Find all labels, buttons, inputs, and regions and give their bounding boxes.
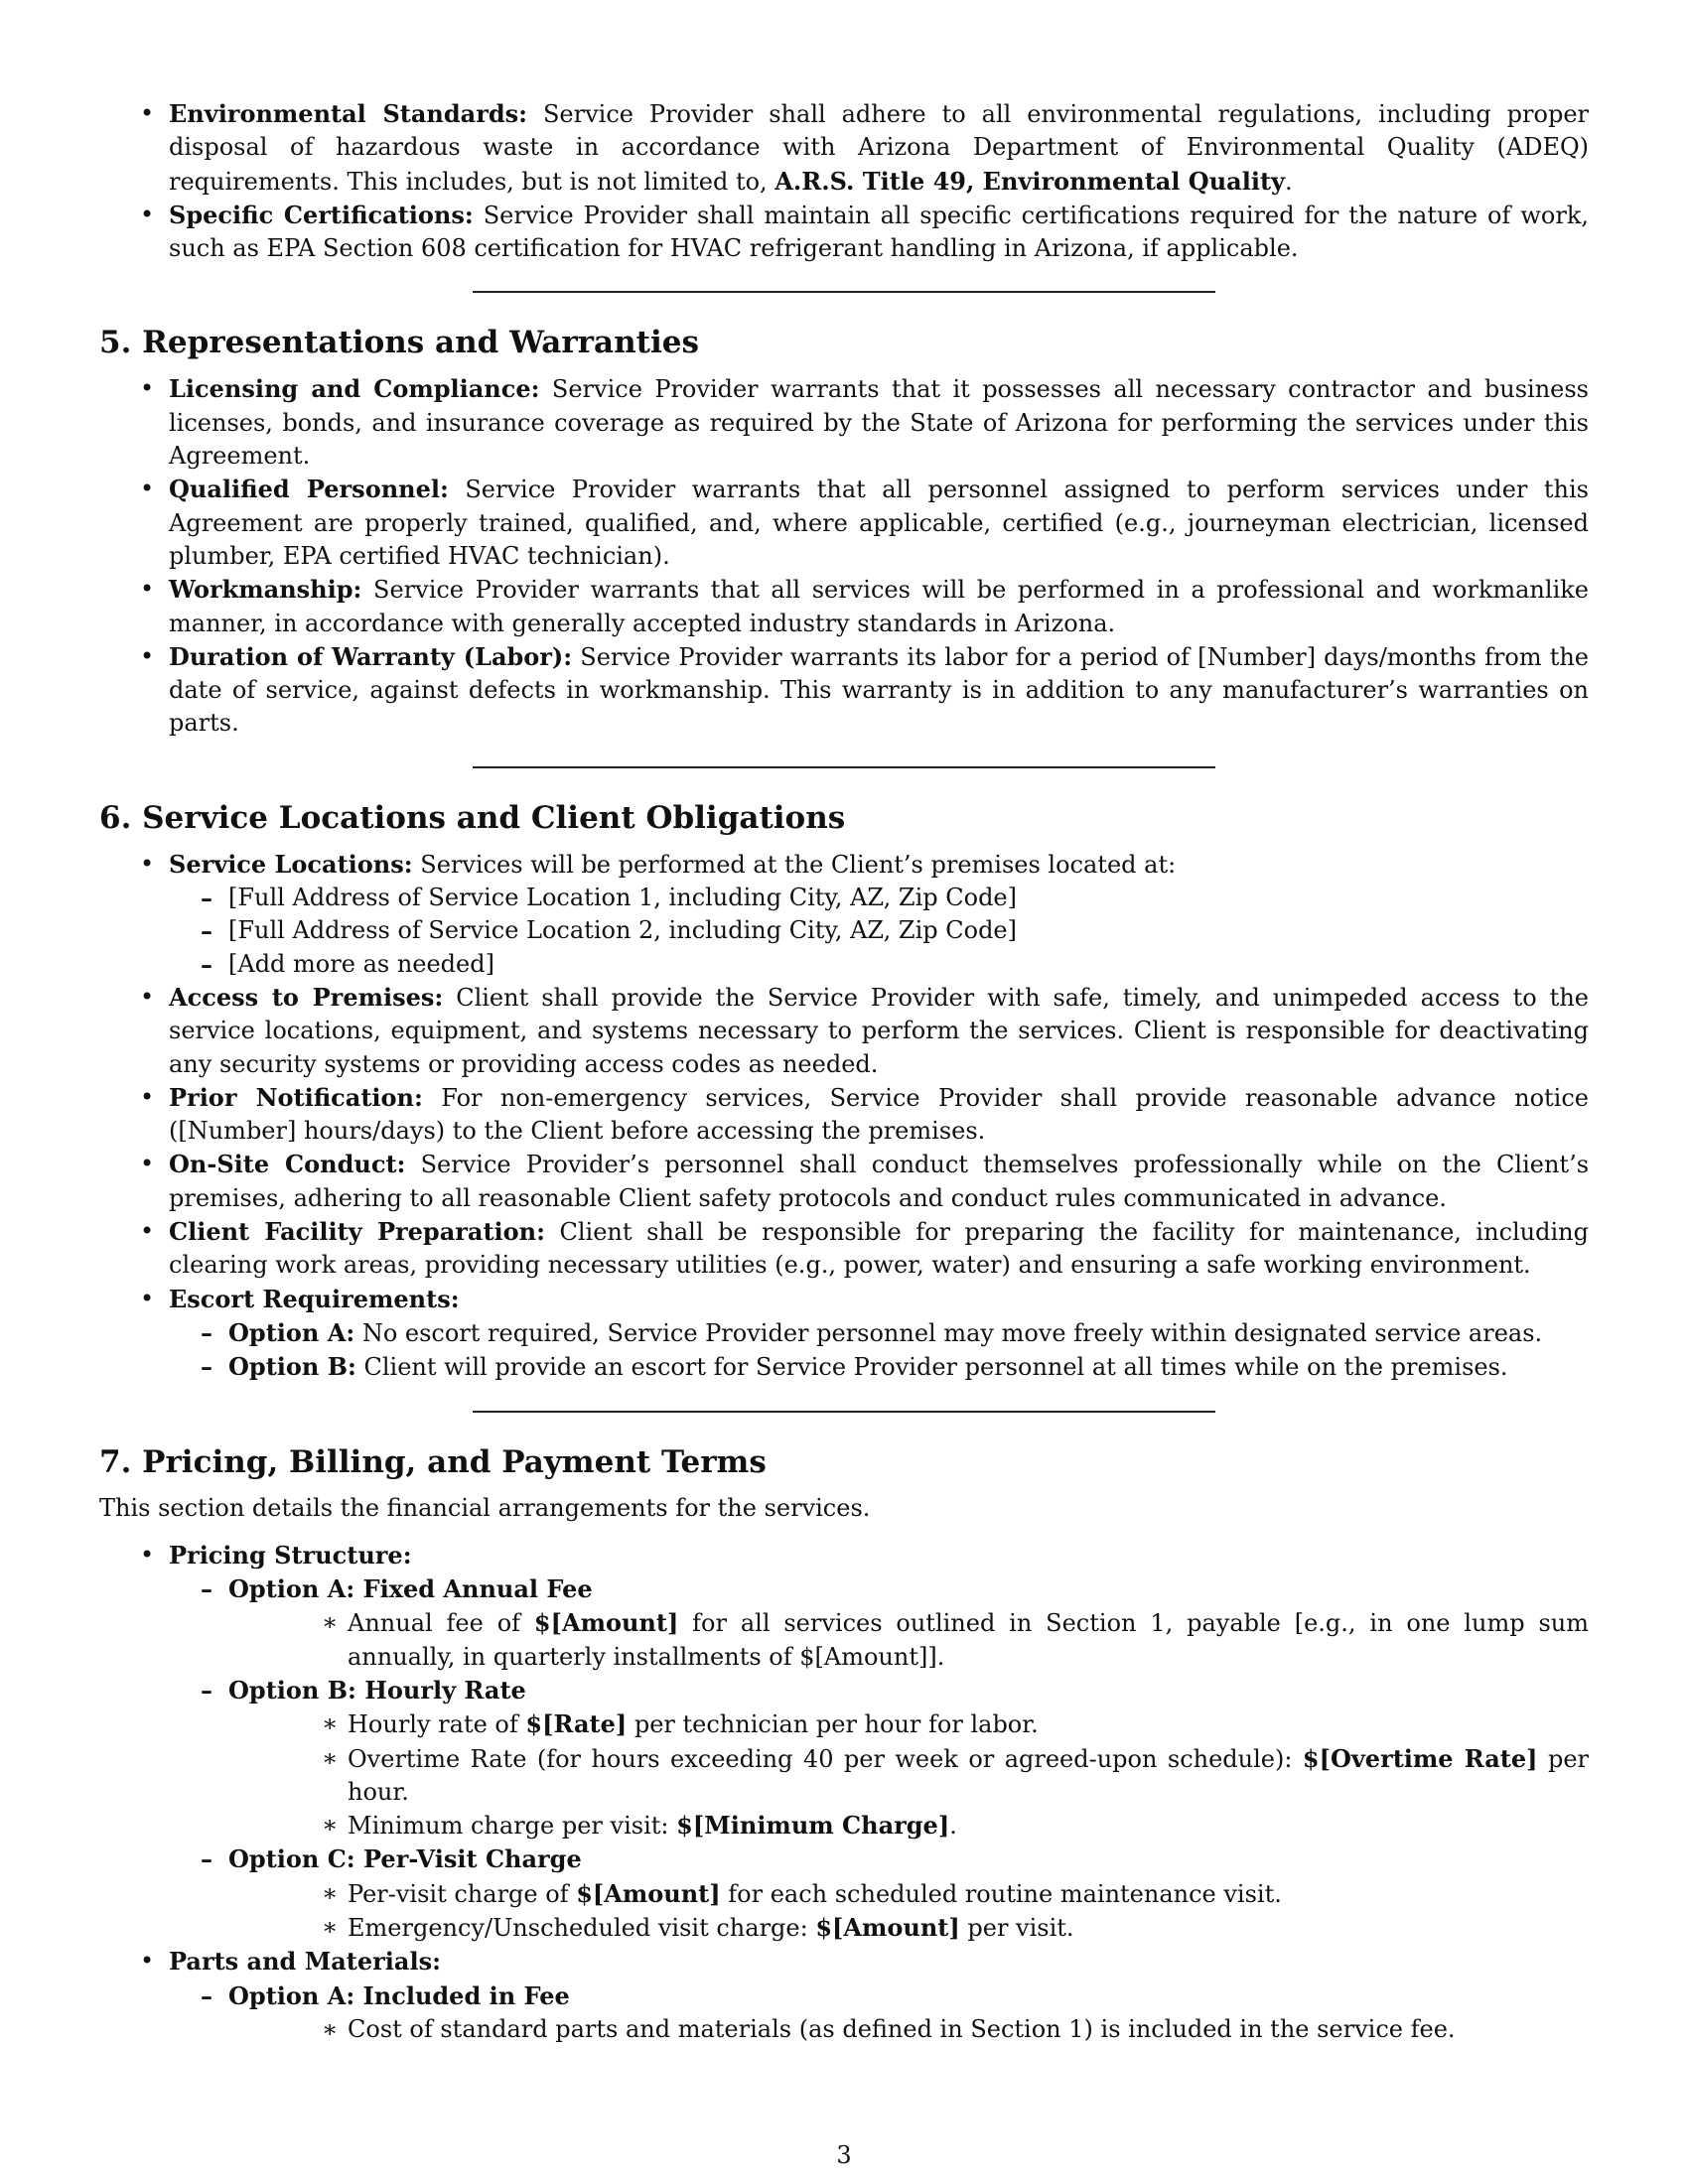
item-text: Service Provider shall adhere to all environmental regulations, including proper disposal of hazardous waste in accordance with Arizona Department of Environmental Quality (ADEQ) requirements. This includes, but is not limited to, [169,100,1589,196]
item-text: Services will be performed at the Client’s premises located at: [412,850,1177,879]
list-item [99,1945,1589,2046]
option-text: No escort required, Service Provider personnel may move freely within designated service areas. [354,1318,1543,1347]
option-label: Option A: [228,1317,355,1347]
section6-list [99,848,1589,1385]
list-item [99,97,1589,199]
section-divider [473,1411,1215,1413]
detail-item [169,1707,1589,1741]
detail-text: for each scheduled routine maintenance visit. [720,1879,1282,1908]
item-label: Escort Requirements: [169,1284,460,1313]
item-text: . [1284,167,1293,196]
section7-intro: This section details the financial arrangements for the services. [99,1493,871,1522]
detail-text: Emergency/Unscheduled visit charge: [348,1914,816,1943]
sublist-item: – [Full Address of Service Location 2, including City, AZ, Zip Code] [99,914,1589,947]
section-divider [473,766,1215,768]
list-item [99,1539,1589,1946]
item-label: Client Facility Preparation: [169,1217,545,1247]
list-item [99,199,1589,266]
item-label: Workmanship: [169,575,362,605]
option-label: Option A: Included in Fee [228,1980,570,2010]
detail-item [169,1911,1589,1945]
sublist-item [99,1674,1589,1843]
item-label: Access to Premises: [169,982,444,1012]
item-label: Service Locations: [169,849,413,879]
detail-text: per hour. [348,1744,1589,1806]
section7-heading: 7. Pricing, Billing, and Payment Terms [99,1443,767,1480]
option-b-details [169,1707,1589,1843]
list-item [99,848,1589,981]
list-item [99,1081,1589,1149]
option-a-details [169,1606,1589,1674]
item-label: Pricing Structure: [169,1540,412,1570]
detail-bold: $[Overtime Rate] [1302,1743,1538,1773]
detail-text: per visit. [959,1914,1074,1943]
item-text: For non-emergency services, Service Provider shall provide reasonable advance notice ([Number] hours/days) to the Client before accessing the premises. [169,1083,1589,1146]
item-label: Prior Notification: [169,1082,423,1112]
parts-options-sublist [99,1979,1589,2047]
detail-bold: $[Amount] [533,1608,679,1638]
item-label: Licensing and Compliance: [169,374,540,404]
option-label: Option B: [228,1352,356,1382]
option-label: Option B: Hourly Rate [228,1675,526,1705]
list-item [99,1215,1589,1283]
sublist-item [99,1572,1589,1674]
list-item [99,473,1589,573]
section-divider [473,291,1215,293]
item-text: Client shall provide the Service Provider with safe, timely, and unimpeded access to the service locations, equipment, and systems necessary to perform the services. Client is responsible for deactivating any security systems or providing access codes as needed. [169,983,1589,1078]
parts-option-a-details [169,2013,1589,2046]
escort-options-sublist [99,1316,1589,1385]
item-label: Qualified Personnel: [169,475,449,504]
item-text: Service Provider warrants that all personnel assigned to perform services under this Agreement are properly trained, qualified, and, where applicable, certified (e.g., journeyman electrician, licensed plumber, EPA certified HVAC technician). [169,476,1590,570]
sublist-item [99,1843,1589,1945]
detail-bold: $[Minimum Charge] [676,1811,950,1841]
detail-bold: $[Amount] [576,1878,721,1908]
detail-text: Hourly rate of [348,1710,526,1739]
detail-text: Per-visit charge of [348,1879,577,1908]
detail-item [169,1877,1589,1911]
item-label: On-Site Conduct: [169,1150,406,1179]
item-text: Client shall be responsible for preparing the facility for maintenance, including clearing work areas, providing necessary utilities (e.g., power, water) and ensuring a safe working environment. [169,1218,1590,1280]
item-text: Service Provider warrants that it possesses all necessary contractor and business licenses, bonds, and insurance coverage as required by the State of Arizona for performing the services under this Agreement. [169,375,1589,471]
list-item [99,573,1589,640]
detail-item [169,1742,1589,1810]
section5-heading: 5. Representations and Warranties [99,325,699,361]
item-label: Specific Certifications: [169,200,474,229]
list-item [99,372,1589,473]
service-locations-sublist [99,882,1589,981]
item-text: Service Provider warrants its labor for a period of [Number] days/months from the date of service, against defects in workmanship. This warranty is in addition to any manufacturer’s warranties on parts. [169,642,1589,738]
detail-text: Minimum charge per visit: [348,1812,677,1841]
option-text: Client will provide an escort for Service Provider personnel at all times while on the premises. [355,1353,1508,1382]
sublist-item: – [Full Address of Service Location 1, including City, AZ, Zip Code] [99,882,1589,914]
sublist-item [99,1979,1589,2047]
section4-list [99,97,1589,265]
detail-text: per technician per hour for labor. [627,1710,1039,1739]
sublist-item: – [Add more as needed] [99,948,1589,981]
section5-list [99,372,1589,740]
detail-text: for all services outlined in Section 1, payable [e.g., in one lump sum annually, in quarterly installments of $[Amount]]. [348,1609,1589,1671]
item-label: Parts and Materials: [169,1947,441,1977]
page-number: 3 [836,2141,852,2169]
item-bold-text: A.R.S. Title 49, Environmental Quality [774,166,1285,196]
list-item [99,1148,1589,1215]
detail-text: Overtime Rate (for hours exceeding 40 per week or agreed-upon schedule): [348,1744,1303,1773]
item-label: Environmental Standards: [169,99,528,128]
detail-item: ∗ Cost of standard parts and materials (as defined in Section 1) is included in the service fee. [169,2013,1589,2046]
list-item [99,1283,1589,1385]
detail-bold: $[Amount] [815,1913,960,1943]
detail-text: . [949,1812,957,1841]
sublist-item [99,1350,1589,1384]
section6-heading: 6. Service Locations and Client Obligations [99,799,846,836]
list-item [99,640,1589,741]
document-page [99,97,1589,2046]
detail-item [169,1809,1589,1843]
option-c-details [169,1877,1589,1946]
sublist-item [99,1316,1589,1350]
item-label: Duration of Warranty (Labor): [169,641,573,671]
detail-text: Annual fee of [348,1609,534,1638]
section7-list [99,1539,1589,2046]
pricing-options-sublist [99,1572,1589,1945]
detail-item [169,1606,1589,1674]
list-item [99,981,1589,1081]
detail-bold: $[Rate] [525,1709,628,1739]
item-text: Service Provider’s personnel shall conduct themselves professionally while on the Client’s premises, adhering to all reasonable Client safety protocols and conduct rules communicated in advance. [169,1151,1590,1212]
item-text: Service Provider warrants that all services will be performed in a professional and workmanlike manner, in accordance with generally accepted industry standards in Arizona. [169,576,1589,637]
option-label: Option A: Fixed Annual Fee [228,1574,593,1604]
option-label: Option C: Per-Visit Charge [228,1844,582,1874]
item-text: Service Provider shall maintain all specific certifications required for the nature of work, such as EPA Section 608 certification for HVAC refrigerant handling in Arizona, if applicable. [169,201,1589,263]
